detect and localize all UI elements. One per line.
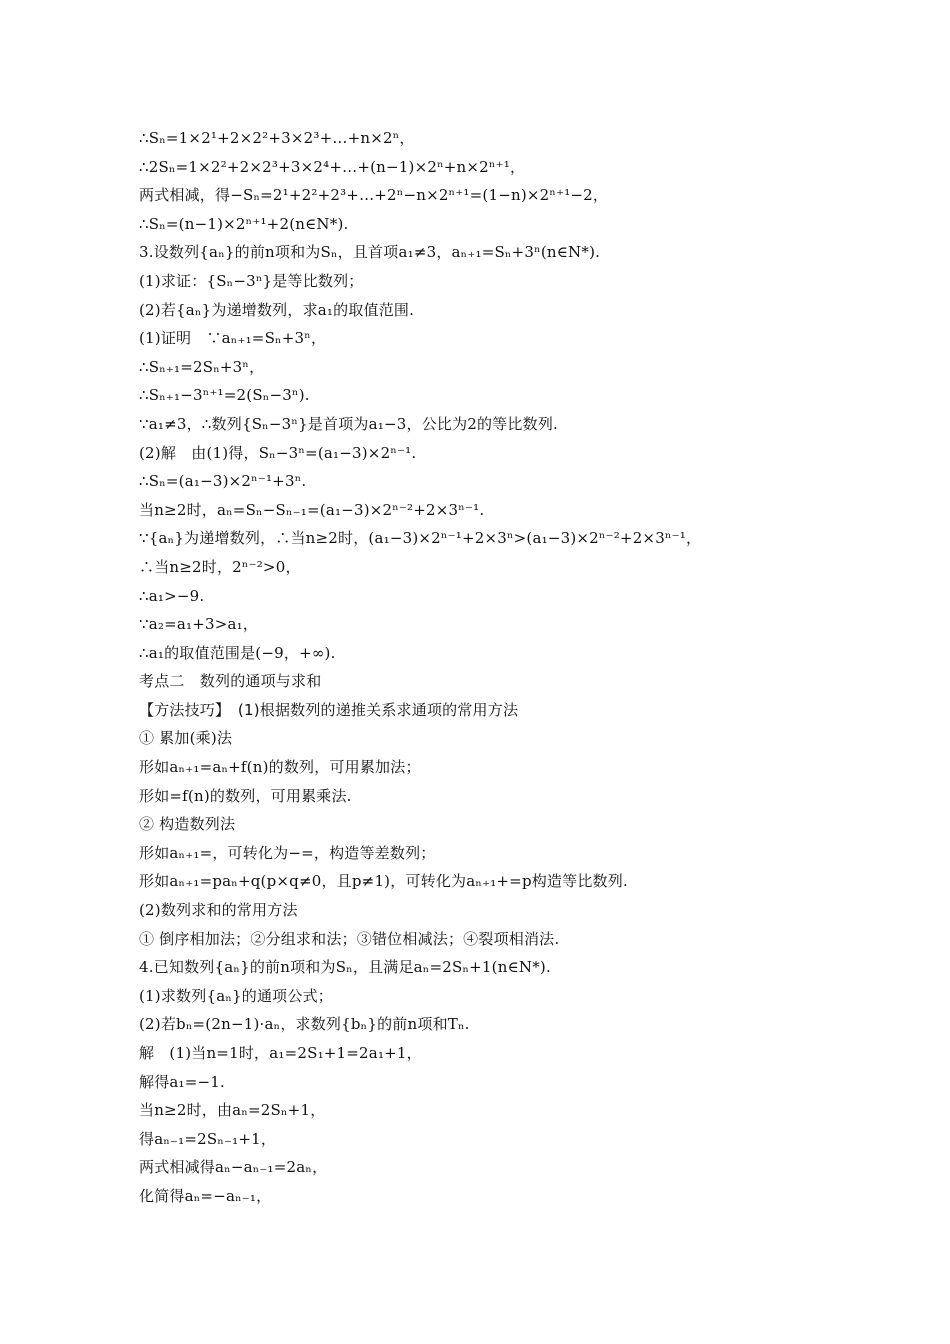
text-line: 两式相减得aₙ−aₙ₋₁=2aₙ，	[139, 1158, 328, 1177]
text-line: ∴当n≥2时，2ⁿ⁻²>0，	[139, 557, 301, 576]
problem-4-part-1: (1)求数列{aₙ}的通项公式；	[139, 986, 333, 1005]
text-line: ① 倒序相加法；②分组求和法；③错位相减法；④裂项相消法.	[139, 929, 560, 948]
text-line: 两式相减，得−Sₙ=2¹+2²+2³+…+2ⁿ−n×2ⁿ⁺¹=(1−n)×2ⁿ⁺¹−2，	[139, 186, 609, 205]
text-line: (1)证明 ∵aₙ₊₁=Sₙ+3ⁿ，	[139, 329, 327, 348]
text-line: ∴Sₙ=1×2¹+2×2²+3×2³+…+n×2ⁿ，	[139, 129, 415, 147]
text-line: 当n≥2时，由aₙ=2Sₙ+1，	[139, 1101, 326, 1120]
text-line: 解得a₁=−1.	[139, 1072, 226, 1091]
text-line: 形如aₙ₊₁=paₙ+q(p×q≠0，且p≠1)，可转化为aₙ₊₁+=p构造等比数列.	[139, 872, 628, 891]
text-line: ∵a₁≠3，∴数列{Sₙ−3ⁿ}是首项为a₁−3，公比为2的等比数列.	[139, 414, 558, 433]
text-line: ∴Sₙ=(a₁−3)×2ⁿ⁻¹+3ⁿ.	[139, 472, 307, 491]
problem-3-statement: 3.设数列{aₙ}的前n项和为Sₙ，且首项a₁≠3，aₙ₊₁=Sₙ+3ⁿ(n∈N*).	[139, 243, 601, 262]
problem-4-part-2: (2)若bₙ=(2n−1)·aₙ，求数列{bₙ}的前n项和Tₙ.	[139, 1015, 470, 1034]
text-line: 化简得aₙ=−aₙ₋₁，	[139, 1186, 272, 1205]
text-line: 得aₙ₋₁=2Sₙ₋₁+1，	[139, 1129, 277, 1148]
text-line: ② 构造数列法	[139, 815, 236, 834]
problem-3-part-1: (1)求证：{Sₙ−3ⁿ}是等比数列；	[139, 271, 364, 290]
text-line: 当n≥2时，aₙ=Sₙ−Sₙ₋₁=(a₁−3)×2ⁿ⁻²+2×3ⁿ⁻¹.	[139, 500, 485, 519]
text-line: ∵a₂=a₁+3>a₁，	[139, 615, 259, 634]
text-line: ∴a₁>−9.	[139, 586, 205, 605]
text-line: ∴Sₙ₊₁−3ⁿ⁺¹=2(Sₙ−3ⁿ).	[139, 386, 310, 405]
text-line: ∴a₁的取值范围是(−9，+∞).	[139, 643, 336, 662]
problem-4-statement: 4.已知数列{aₙ}的前n项和为Sₙ，且满足aₙ=2Sₙ+1(n∈N*).	[139, 958, 551, 977]
text-line: (2)数列求和的常用方法	[139, 901, 298, 920]
text-line: ∴Sₙ=(n−1)×2ⁿ⁺¹+2(n∈N*).	[139, 214, 349, 233]
text-line: ∵{aₙ}为递增数列，∴当n≥2时，(a₁−3)×2ⁿ⁻¹+2×3ⁿ>(a₁−3)×2ⁿ⁻²+2×3ⁿ⁻¹，	[139, 529, 702, 548]
section-heading: 考点二 数列的通项与求和	[139, 672, 322, 691]
text-line: 解 (1)当n=1时，a₁=2S₁+1=2a₁+1，	[139, 1044, 422, 1062]
text-line: ∴Sₙ₊₁=2Sₙ+3ⁿ，	[139, 357, 265, 376]
text-line: 形如aₙ₊₁=，可转化为−=，构造等差数列；	[139, 843, 436, 862]
method-tips-heading: 【方法技巧】 (1)根据数列的递推关系求通项的常用方法	[139, 700, 519, 719]
text-line: 形如=f(n)的数列，可用累乘法.	[139, 786, 352, 805]
problem-3-part-2: (2)若{aₙ}为递增数列，求a₁的取值范围.	[139, 300, 415, 319]
text-line: ∴2Sₙ=1×2²+2×2³+3×2⁴+…+(n−1)×2ⁿ+n×2ⁿ⁺¹，	[139, 157, 526, 176]
document-body	[139, 124, 819, 1211]
text-line: 形如aₙ₊₁=aₙ+f(n)的数列，可用累加法；	[139, 758, 421, 777]
text-line: (2)解 由(1)得，Sₙ−3ⁿ=(a₁−3)×2ⁿ⁻¹.	[139, 443, 417, 462]
text-line: ① 累加(乘)法	[139, 729, 233, 748]
